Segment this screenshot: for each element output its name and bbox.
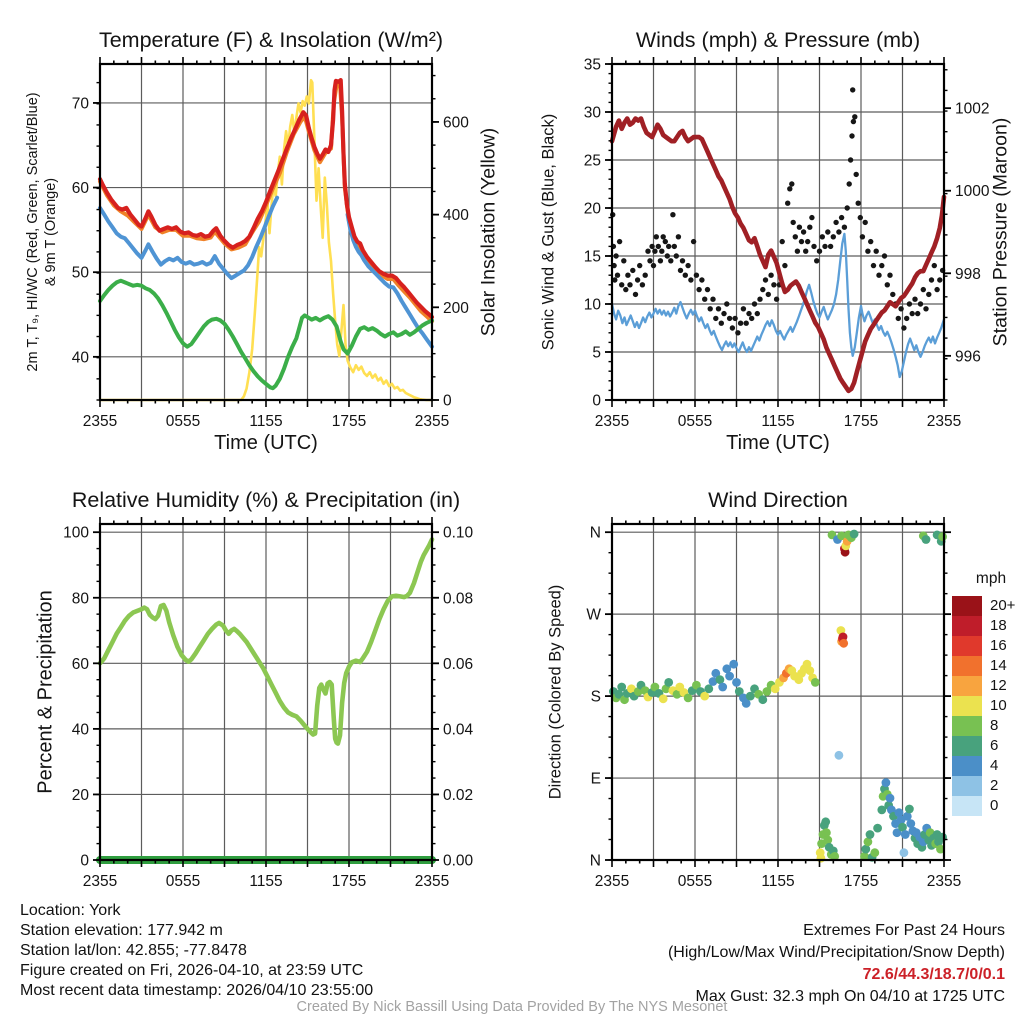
point-gust-black-dots [691,239,696,244]
y-tick-label: 0.02 [443,786,474,804]
point-gust-black-dots [749,316,754,321]
point-gust-black-dots [752,301,757,306]
axis-label-pressure-right: Station Pressure (Maroon) [989,117,1012,347]
point-gust-black-dots [817,249,822,254]
point-wind-direction-dots [866,830,875,839]
point-wind-direction-dots [938,532,947,541]
station-latlon: Station lat/lon: 42.855; -77.8478 [20,942,247,959]
y-tick-label: N [589,524,601,542]
point-gust-black-dots [656,244,661,249]
y-tick-label: W [586,606,601,624]
speed-colorbar [952,596,1016,816]
y-tick-label: 50 [71,264,89,282]
colorbar-cell-6 [952,736,982,756]
y-tick-label: 5 [592,344,601,362]
x-tick-label: 2355 [594,873,630,890]
colorbar-label-2: 2 [990,777,999,794]
x-axis-title-winds: Time (UTC) [726,432,830,454]
y-tick-label: 400 [443,207,469,225]
point-wind-direction-dots [835,751,844,760]
point-gust-black-dots [710,297,715,302]
point-gust-black-dots [680,258,685,263]
point-wind-direction-dots [850,530,859,539]
station-info [20,901,373,1001]
colorbar-title: mph [975,570,1007,587]
point-gust-black-dots [633,292,638,297]
y-tick-label: 600 [443,114,469,132]
chart-title-wind-direction: Wind Direction [708,488,848,512]
y-tick-label: 1002 [955,100,990,118]
point-gust-black-dots [828,244,833,249]
extremes-subtitle: (High/Low/Max Wind/Precipitation/Snow Depth) [667,944,1005,961]
point-gust-black-dots [856,201,861,206]
colorbar-cell-4 [952,756,982,776]
point-gust-black-dots [649,244,654,249]
point-wind-direction-dots [664,678,673,687]
point-gust-black-dots [847,181,852,186]
point-gust-black-dots [658,258,663,263]
point-gust-black-dots [741,306,746,311]
x-tick-label: 1755 [331,873,367,890]
point-gust-black-dots [854,172,859,177]
point-gust-black-dots [688,277,693,282]
point-gust-black-dots [850,87,855,92]
point-gust-black-dots [882,253,887,258]
point-wind-direction-dots [659,694,668,703]
axis-label-direction-left: Direction (Colored By Speed) [546,584,565,800]
point-gust-black-dots [755,311,760,316]
point-gust-black-dots [890,292,895,297]
y-tick-label: 0.04 [443,721,474,739]
y-tick-label: 100 [63,524,89,542]
point-gust-black-dots [730,325,735,330]
x-tick-label: 1155 [761,413,795,430]
point-wind-direction-dots [905,805,914,814]
point-gust-black-dots [760,287,765,292]
point-gust-black-dots [865,249,870,254]
x-tick-label: 1155 [249,413,283,430]
y-tick-label: 25 [583,152,601,170]
figure-created: Figure created on Fri, 2026-04-10, at 23:59 UTC [20,962,364,979]
chart-title-humidity: Relative Humidity (%) & Precipitation (in) [71,488,461,512]
point-gust-black-dots [858,215,863,220]
y-tick-label: 20 [71,786,89,804]
extremes-title: Extremes For Past 24 Hours [803,922,1005,939]
colorbar-cell-12 [952,676,982,696]
point-gust-black-dots [738,321,743,326]
colorbar-cell-2 [952,776,982,796]
x-tick-label: 1755 [843,873,879,890]
point-gust-black-dots [822,244,827,249]
point-gust-black-dots [787,186,792,191]
x-tick-label: 0555 [165,873,201,890]
point-gust-black-dots [780,239,785,244]
point-gust-black-dots [820,234,825,239]
extremes-values: 72.6/44.3/18.7/0/0.1 [862,966,1005,983]
point-gust-black-dots [651,263,656,268]
point-gust-black-dots [803,249,808,254]
point-gust-black-dots [801,229,806,234]
point-gust-black-dots [652,249,657,254]
point-gust-black-dots [666,244,671,249]
colorbar-cell-10 [952,696,982,716]
point-gust-black-dots [885,282,890,287]
x-tick-label: 2355 [414,873,450,890]
y-tick-label: 0.06 [443,655,474,673]
point-gust-black-dots [852,114,857,119]
point-wind-direction-dots [725,672,734,681]
point-gust-black-dots [814,258,819,263]
x-tick-label: 2355 [594,413,630,430]
point-gust-black-dots [825,229,830,234]
point-gust-black-dots [613,253,618,258]
point-gust-black-dots [901,325,906,330]
point-wind-direction-dots [718,683,727,692]
y-tick-label: 10 [583,296,601,314]
point-gust-black-dots [713,316,718,321]
point-gust-black-dots [696,287,701,292]
point-gust-black-dots [674,253,679,258]
point-gust-black-dots [926,292,931,297]
colorbar-cell-8 [952,716,982,736]
point-gust-black-dots [630,268,635,273]
point-gust-black-dots [621,258,626,263]
y-tick-label: 30 [583,104,601,122]
colorbar-label-0: 0 [990,797,999,814]
point-gust-black-dots [937,277,942,282]
x-tick-label: 0555 [677,413,713,430]
axis-label-temp-left [24,92,60,371]
point-gust-black-dots [659,249,664,254]
colorbar-label-12: 12 [990,677,1007,694]
point-wind-direction-dots [922,535,931,544]
point-gust-black-dots [848,157,853,162]
point-gust-black-dots [619,282,624,287]
point-gust-black-dots [654,234,659,239]
point-gust-black-dots [727,316,732,321]
y-tick-label: 998 [955,265,981,283]
point-gust-black-dots [665,253,670,258]
point-gust-black-dots [904,316,909,321]
x-axis-title-temp: Time (UTC) [214,432,318,454]
axis-label-temp-left-line2: & 9m T (Orange) [43,177,59,287]
x-tick-label: 2355 [82,413,118,430]
point-gust-black-dots [676,234,681,239]
point-gust-black-dots [672,244,677,249]
point-gust-black-dots [805,239,810,244]
point-gust-black-dots [851,119,856,124]
point-gust-black-dots [623,287,628,292]
point-gust-black-dots [694,273,699,278]
point-gust-black-dots [678,268,683,273]
point-gust-black-dots [839,215,844,220]
y-tick-label: 35 [583,56,601,74]
y-tick-label: 0 [592,392,601,410]
axis-label-insolation-right: Solar Insolation (Yellow) [477,127,500,337]
point-gust-black-dots [724,301,729,306]
point-wind-direction-dots [882,778,891,787]
point-gust-black-dots [918,301,923,306]
point-gust-black-dots [768,273,773,278]
point-gust-black-dots [797,225,802,230]
point-wind-direction-dots [729,660,738,669]
point-gust-black-dots [915,311,920,316]
point-gust-black-dots [708,306,713,311]
point-gust-black-dots [845,205,850,210]
colorbar-label-14: 14 [990,657,1007,674]
point-gust-black-dots [763,277,768,282]
colorbar-cell-0 [952,796,982,816]
point-gust-black-dots [645,249,650,254]
point-gust-black-dots [923,306,928,311]
point-gust-black-dots [702,297,707,302]
point-gust-black-dots [625,273,630,278]
x-tick-label: 2355 [414,413,450,430]
point-gust-black-dots [683,273,688,278]
y-tick-label: 0.10 [443,524,474,542]
axis-label-temp-left-line1: 2m T, T₉, HI/WC (Red, Green, Scarlet/Blue) [24,92,41,372]
y-tick-label: 0 [80,852,89,870]
point-gust-black-dots [663,239,668,244]
point-gust-black-dots [863,220,868,225]
colorbar-cell-14 [952,656,982,676]
point-gust-black-dots [907,301,912,306]
colorbar-label-4: 4 [990,757,999,774]
point-gust-black-dots [732,316,737,321]
point-wind-direction-dots [758,695,767,704]
point-wind-direction-dots [839,639,848,648]
extremes-summary [668,920,1005,1008]
y-tick-label: E [590,770,601,788]
point-wind-direction-dots [821,817,830,826]
y-tick-label: 0 [443,392,452,410]
point-wind-direction-dots [873,824,882,833]
point-wind-direction-dots [823,836,832,845]
point-wind-direction-dots [901,830,910,839]
point-gust-black-dots [807,225,812,230]
point-gust-black-dots [766,292,771,297]
y-tick-label: 15 [583,248,601,266]
data-timestamp: Most recent data timestamp: 2026/04/10 23:55:00 [20,982,374,999]
y-tick-label: 40 [71,349,89,367]
point-gust-black-dots [842,225,847,230]
point-gust-black-dots [876,273,881,278]
x-tick-label: 2355 [926,873,962,890]
colorbar-label-8: 8 [990,717,999,734]
x-tick-label: 0555 [165,413,201,430]
point-wind-direction-dots [886,794,895,803]
point-gust-black-dots [809,215,814,220]
point-gust-black-dots [627,282,632,287]
point-gust-black-dots [746,311,751,316]
point-gust-black-dots [871,263,876,268]
point-gust-black-dots [757,297,762,302]
point-gust-black-dots [643,273,648,278]
point-gust-black-dots [849,133,854,138]
point-gust-black-dots [912,297,917,302]
point-gust-black-dots [705,287,710,292]
point-gust-black-dots [868,239,873,244]
point-gust-black-dots [860,234,865,239]
point-gust-black-dots [887,273,892,278]
y-tick-label: 1000 [955,183,990,201]
chart-title-temperature: Temperature (F) & Insolation (W/m²) [98,28,444,52]
point-gust-black-dots [929,277,934,282]
y-tick-label: 200 [443,299,469,317]
point-gust-black-dots [896,316,901,321]
point-wind-direction-dots [938,833,947,842]
y-tick-label: 40 [71,721,89,739]
point-wind-direction-dots [817,854,826,863]
y-tick-label: 20 [583,200,601,218]
point-gust-black-dots [685,263,690,268]
point-gust-black-dots [647,258,652,263]
point-gust-black-dots [898,306,903,311]
point-gust-black-dots [615,273,620,278]
point-gust-black-dots [795,249,800,254]
point-gust-black-dots [617,239,622,244]
y-tick-label: 0.08 [443,590,474,608]
point-gust-black-dots [934,287,939,292]
x-tick-label: 2355 [926,413,962,430]
colorbar-label-6: 6 [990,737,999,754]
x-tick-label: 1755 [331,413,367,430]
point-gust-black-dots [721,311,726,316]
point-gust-black-dots [789,181,794,186]
point-gust-black-dots [771,282,776,287]
point-gust-black-dots [719,321,724,326]
colorbar-label-10: 10 [990,697,1007,714]
point-wind-direction-dots [900,848,909,857]
y-tick-label: 60 [71,180,89,198]
point-gust-black-dots [635,277,640,282]
point-wind-direction-dots [870,848,879,857]
point-gust-black-dots [668,258,673,263]
point-wind-direction-dots [822,828,831,837]
point-gust-black-dots [735,330,740,335]
colorbar-label-16: 16 [990,637,1007,654]
y-tick-label: 80 [71,590,89,608]
point-gust-black-dots [793,234,798,239]
point-gust-black-dots [874,249,879,254]
colorbar-cell-16 [952,636,982,656]
y-tick-label: 70 [71,95,89,113]
point-gust-black-dots [879,263,884,268]
point-gust-black-dots [811,244,816,249]
y-tick-label: 996 [955,348,981,366]
colorbar-cell-20+ [952,596,982,616]
x-tick-label: 0555 [677,873,713,890]
point-gust-black-dots [791,220,796,225]
point-gust-black-dots [799,239,804,244]
x-tick-label: 1155 [761,873,795,890]
point-gust-black-dots [744,321,749,326]
point-gust-black-dots [716,306,721,311]
axis-label-wind-left: Sonic Wind & Gust (Blue, Black) [539,113,558,351]
point-gust-black-dots [640,282,645,287]
point-wind-direction-dots [732,678,741,687]
credit-line: Created By Nick Bassill Using Data Provided By The NYS Mesonet [296,999,728,1015]
x-tick-label: 1155 [249,873,283,890]
point-gust-black-dots [910,311,915,316]
point-gust-black-dots [637,263,642,268]
point-gust-black-dots [921,287,926,292]
point-gust-black-dots [774,297,779,302]
y-tick-label: 0.00 [443,852,474,870]
point-gust-black-dots [932,263,937,268]
colorbar-label-18: 18 [990,617,1007,634]
point-gust-black-dots [785,201,790,206]
point-gust-black-dots [836,229,841,234]
chart-title-winds: Winds (mph) & Pressure (mb) [635,28,921,52]
x-tick-label: 2355 [82,873,118,890]
point-gust-black-dots [699,277,704,282]
point-gust-black-dots [782,263,787,268]
x-tick-label: 1755 [843,413,879,430]
y-tick-label: N [589,852,601,870]
point-wind-direction-dots [811,678,820,687]
y-tick-label: 60 [71,655,89,673]
point-gust-black-dots [833,220,838,225]
point-gust-black-dots [670,212,675,217]
axis-label-humidity-left: Percent & Precipitation [34,590,57,794]
point-gust-black-dots [661,234,666,239]
station-elevation: Station elevation: 177.942 m [20,922,223,939]
max-gust: Max Gust: 32.3 mph On 04/10 at 1725 UTC [695,988,1005,1005]
y-tick-label: S [590,688,601,706]
station-location: Location: York [20,902,121,919]
point-gust-black-dots [831,234,836,239]
colorbar-label-20+: 20+ [990,597,1016,614]
colorbar-cell-18 [952,616,982,636]
